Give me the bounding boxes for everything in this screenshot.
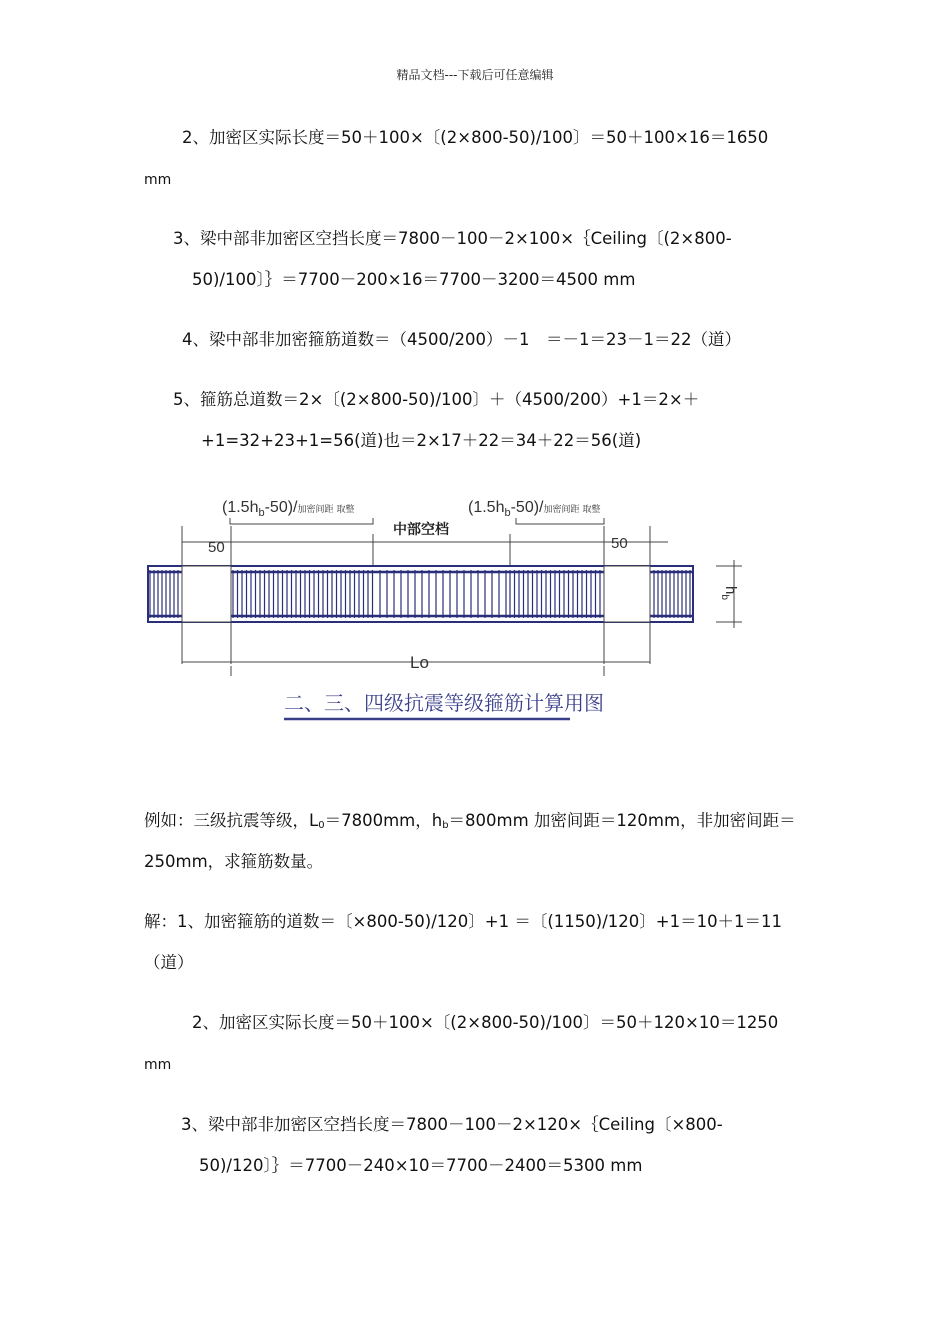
right-50-label: 50 <box>611 535 628 552</box>
middle-gap-label: 中部空档 <box>393 521 449 537</box>
example-line-2: 250mm，求箍筋数量。 <box>144 852 324 871</box>
figure-caption: 二、三、四级抗震等级箍筋计算用图 <box>284 693 604 715</box>
right-bracket <box>516 518 604 524</box>
left-50-label: 50 <box>208 539 225 556</box>
calc-line-2-unit: mm <box>144 172 172 188</box>
hb-label: $h_b$ <box>719 586 739 600</box>
solution-line-3-cont: 50)/120〕｝＝7700－240×10＝7700－2400＝5300 mm <box>199 1156 643 1175</box>
calc-line-5-cont: +1=32+23+1=56(道)也＝2×17＋22＝34＋22＝56(道) <box>201 431 642 450</box>
solution-line-3: 3、梁中部非加密区空挡长度＝7800－100－2×120×｛Ceiling〔×800- <box>181 1115 723 1134</box>
left-column <box>182 566 231 622</box>
stirrup-diagram <box>138 486 750 726</box>
example-line-1: 例如：三级抗震等级，$L_0=7800mm$，$h_b=800mm$ 加密间距＝120mm，非加密间距＝ <box>144 811 796 831</box>
calc-line-3-cont: 50)/100〕｝＝7700－200×16＝7700－3200＝4500 mm <box>192 270 636 289</box>
calc-line-2: 2、加密区实际长度＝50＋100×〔(2×800-50)/100〕＝50＋100×16＝1650 <box>182 128 769 147</box>
solution-line-1-cont: （道） <box>144 953 194 972</box>
right-column <box>604 566 650 622</box>
page-header: 精品文档---下载后可任意编辑 <box>396 68 554 82</box>
calc-line-4: 4、梁中部非加密箍筋道数＝（4500/200）－1 ＝－1＝23－1＝22（道） <box>182 330 742 349</box>
solution-line-2: 2、加密区实际长度＝50＋100×〔(2×800-50)/100〕＝50＋120×10＝1250 <box>192 1013 779 1032</box>
calc-line-3: 3、梁中部非加密区空挡长度＝7800－100－2×100×｛Ceiling〔(2×800- <box>173 229 732 248</box>
lo-label: Lo <box>410 653 429 672</box>
calc-line-5: 5、箍筋总道数＝2×〔(2×800-50)/100〕＋（4500/200）+1＝2×＋ <box>173 390 700 409</box>
solution-line-2-unit: mm <box>144 1057 172 1073</box>
right-formula: $(1.5h_b-50)/$加密间距 取整 <box>468 499 601 519</box>
left-bracket <box>230 518 373 524</box>
left-formula: $(1.5h_b-50)/$加密间距 取整 <box>222 499 355 519</box>
solution-line-1: 解：1、加密箍筋的道数＝〔×800-50)/120〕+1 ＝〔(1150)/120〕+1＝10＋1＝11 <box>144 912 783 931</box>
